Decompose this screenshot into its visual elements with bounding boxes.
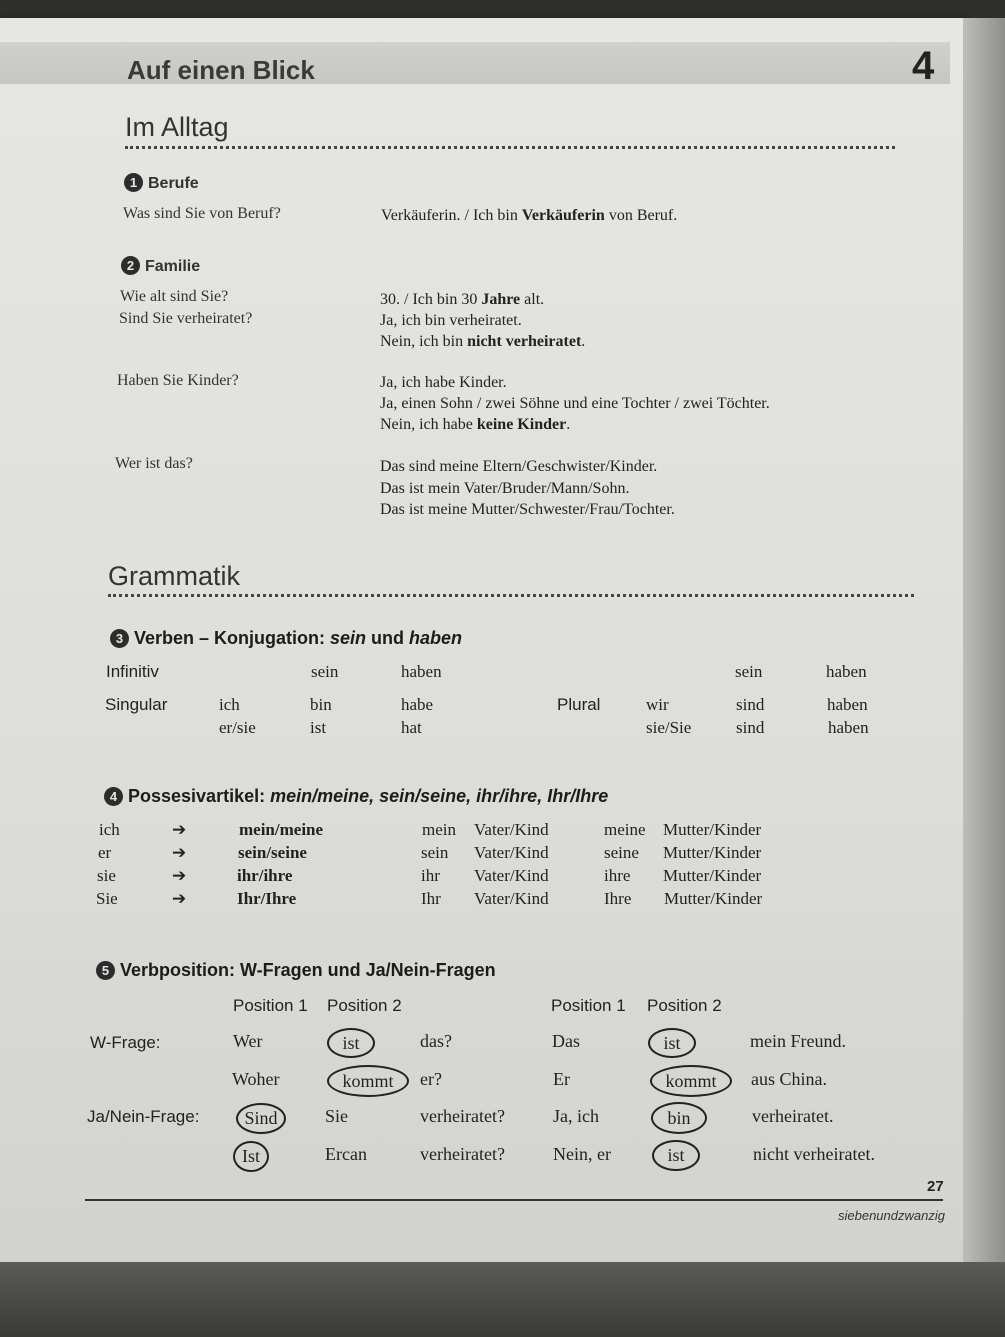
wa2-verb-circled: kommt	[650, 1065, 732, 1097]
question-verheiratet: Sind Sie verheiratet?	[119, 310, 253, 327]
ja1-rest: verheiratet.	[752, 1106, 834, 1126]
label-position-1: Position 1	[233, 996, 308, 1015]
ja2-pos1: Nein, er	[553, 1144, 611, 1164]
label-position-2: Position 2	[327, 996, 402, 1015]
subsection-familie: 2 Familie	[121, 256, 200, 276]
poss-masc-noun: Vater/Kind	[474, 866, 549, 885]
question-beruf: Was sind Sie von Beruf?	[123, 205, 281, 222]
label-infinitiv: Infinitiv	[106, 662, 159, 681]
label-plural: Plural	[557, 695, 601, 714]
poss-masc-noun: Vater/Kind	[474, 889, 549, 908]
poss-forms: ihr/ihre	[237, 866, 293, 885]
poss-pron: er	[98, 843, 112, 862]
form-hat: hat	[401, 718, 422, 737]
poss-fem-noun: Mutter/Kinder	[663, 843, 762, 862]
pron-er-sie: er/sie	[219, 718, 256, 737]
label-position-2-answer: Position 2	[647, 996, 722, 1015]
poss-pron: Sie	[96, 889, 118, 908]
poss-forms: mein/meine	[239, 820, 324, 839]
pron-wir: wir	[646, 695, 669, 714]
ja1-verb-circled: bin	[651, 1102, 707, 1134]
page-number: 27	[927, 1178, 944, 1195]
jq1-rest: verheiratet?	[420, 1106, 505, 1126]
inf-sein-plural: sein	[735, 662, 763, 681]
poss-masc-noun: Vater/Kind	[474, 820, 549, 839]
page-number-word: siebenundzwanzig	[838, 1208, 945, 1223]
wq2-rest: er?	[420, 1069, 442, 1089]
label-w-frage: W-Frage:	[90, 1033, 161, 1052]
poss-fem: ihre	[604, 866, 631, 885]
poss-fem-noun: Mutter/Kinder	[663, 866, 762, 885]
inf-haben-plural: haben	[826, 662, 867, 681]
wq1-verb-circled: ist	[327, 1028, 375, 1058]
answer-kinder-nein: Nein, ich habe keine Kinder.	[380, 416, 571, 433]
poss-pron: sie	[97, 866, 116, 885]
page-edge	[963, 18, 1005, 1266]
ja2-verb-circled: ist	[652, 1140, 700, 1171]
wq1-pos1: Wer	[233, 1031, 263, 1051]
answer-alter: 30. / Ich bin 30 Jahre alt.	[380, 291, 545, 308]
question-kinder: Haben Sie Kinder?	[117, 372, 239, 389]
poss-fem: Ihre	[604, 889, 632, 908]
answer-kinder-detail: Ja, einen Sohn / zwei Söhne und eine Tochter / zwei Töchter.	[380, 395, 770, 412]
form-sind-2: sind	[736, 718, 765, 737]
arrow-icon: ➔	[172, 820, 187, 839]
wq1-rest: das?	[420, 1031, 452, 1051]
inf-sein: sein	[311, 662, 339, 681]
chapter-title: Auf einen Blick	[127, 55, 315, 85]
form-sind: sind	[736, 695, 765, 714]
section-title-alltag: Im Alltag	[125, 112, 229, 142]
answer-wer-1: Das sind meine Eltern/Geschwister/Kinder.	[380, 458, 658, 475]
poss-fem: seine	[604, 843, 639, 862]
background-bottom	[0, 1262, 1005, 1337]
label-ja-nein-frage: Ja/Nein-Frage:	[87, 1107, 200, 1126]
wa1-pos1: Das	[552, 1031, 580, 1051]
poss-masc-noun: Vater/Kind	[474, 843, 549, 862]
jq1-subject: Sie	[325, 1106, 349, 1126]
label-singular: Singular	[105, 695, 168, 714]
footer-rule	[85, 1199, 943, 1201]
wa2-pos1: Er	[553, 1069, 570, 1089]
arrow-icon: ➔	[172, 843, 187, 862]
form-bin: bin	[310, 695, 332, 714]
question-alter: Wie alt sind Sie?	[120, 288, 229, 305]
grammar-head-possessiv: 4 Possesivartikel: mein/meine, sein/seine, ihr/ihre, Ihr/Ihre	[104, 786, 608, 807]
answer-wer-3: Das ist meine Mutter/Schwester/Frau/Tochter.	[380, 501, 675, 518]
grammar-head-verbposition: 5 Verbposition: W-Fragen und Ja/Nein-Fragen	[96, 960, 496, 981]
poss-masc: sein	[421, 843, 449, 862]
poss-fem-noun: Mutter/Kinder	[663, 820, 762, 839]
poss-pron: ich	[99, 820, 120, 839]
grammar-head-verben: 3 Verben – Konjugation: sein und haben	[110, 628, 462, 649]
dotted-divider	[125, 146, 895, 149]
chapter-number: 4	[912, 44, 935, 88]
answer-verheiratet-ja: Ja, ich bin verheiratet.	[380, 312, 522, 329]
form-haben: haben	[827, 695, 868, 714]
poss-masc: ihr	[421, 866, 440, 885]
subsection-berufe: 1 Berufe	[124, 173, 199, 193]
wq2-verb-circled: kommt	[327, 1065, 409, 1097]
arrow-icon: ➔	[172, 889, 187, 908]
answer-verheiratet-nein: Nein, ich bin nicht verheiratet.	[380, 333, 586, 350]
jq2-rest: verheiratet?	[420, 1144, 505, 1164]
poss-fem: meine	[604, 820, 646, 839]
poss-masc: Ihr	[421, 889, 441, 908]
inf-haben: haben	[401, 662, 442, 681]
pron-sie-Sie: sie/Sie	[646, 718, 692, 737]
answer-wer-2: Das ist mein Vater/Bruder/Mann/Sohn.	[380, 480, 630, 497]
poss-forms: Ihr/Ihre	[237, 889, 297, 908]
question-wer: Wer ist das?	[115, 455, 193, 472]
pron-ich: ich	[219, 695, 240, 714]
form-ist: ist	[310, 718, 327, 737]
form-haben-2: haben	[828, 718, 869, 737]
wa1-rest: mein Freund.	[750, 1031, 846, 1051]
arrow-icon: ➔	[172, 866, 187, 885]
jq1-verb-circled: Sind	[236, 1103, 286, 1134]
label-position-1-answer: Position 1	[551, 996, 626, 1015]
poss-forms: sein/seine	[238, 843, 307, 862]
wa1-verb-circled: ist	[648, 1028, 696, 1058]
dotted-divider	[108, 594, 914, 597]
wq2-pos1: Woher	[232, 1069, 280, 1089]
section-title-grammatik: Grammatik	[108, 561, 241, 591]
answer-beruf: Verkäuferin. / Ich bin Verkäuferin von Beruf.	[381, 207, 678, 224]
poss-fem-noun: Mutter/Kinder	[664, 889, 763, 908]
ja1-pos1: Ja, ich	[553, 1106, 599, 1126]
ja2-rest: nicht verheiratet.	[753, 1144, 875, 1164]
poss-masc: mein	[422, 820, 456, 839]
wa2-rest: aus China.	[751, 1069, 827, 1089]
jq2-subject: Ercan	[325, 1144, 367, 1164]
answer-kinder-ja: Ja, ich habe Kinder.	[380, 374, 507, 391]
form-habe: habe	[401, 695, 434, 714]
jq2-verb-circled: Ist	[233, 1141, 269, 1172]
